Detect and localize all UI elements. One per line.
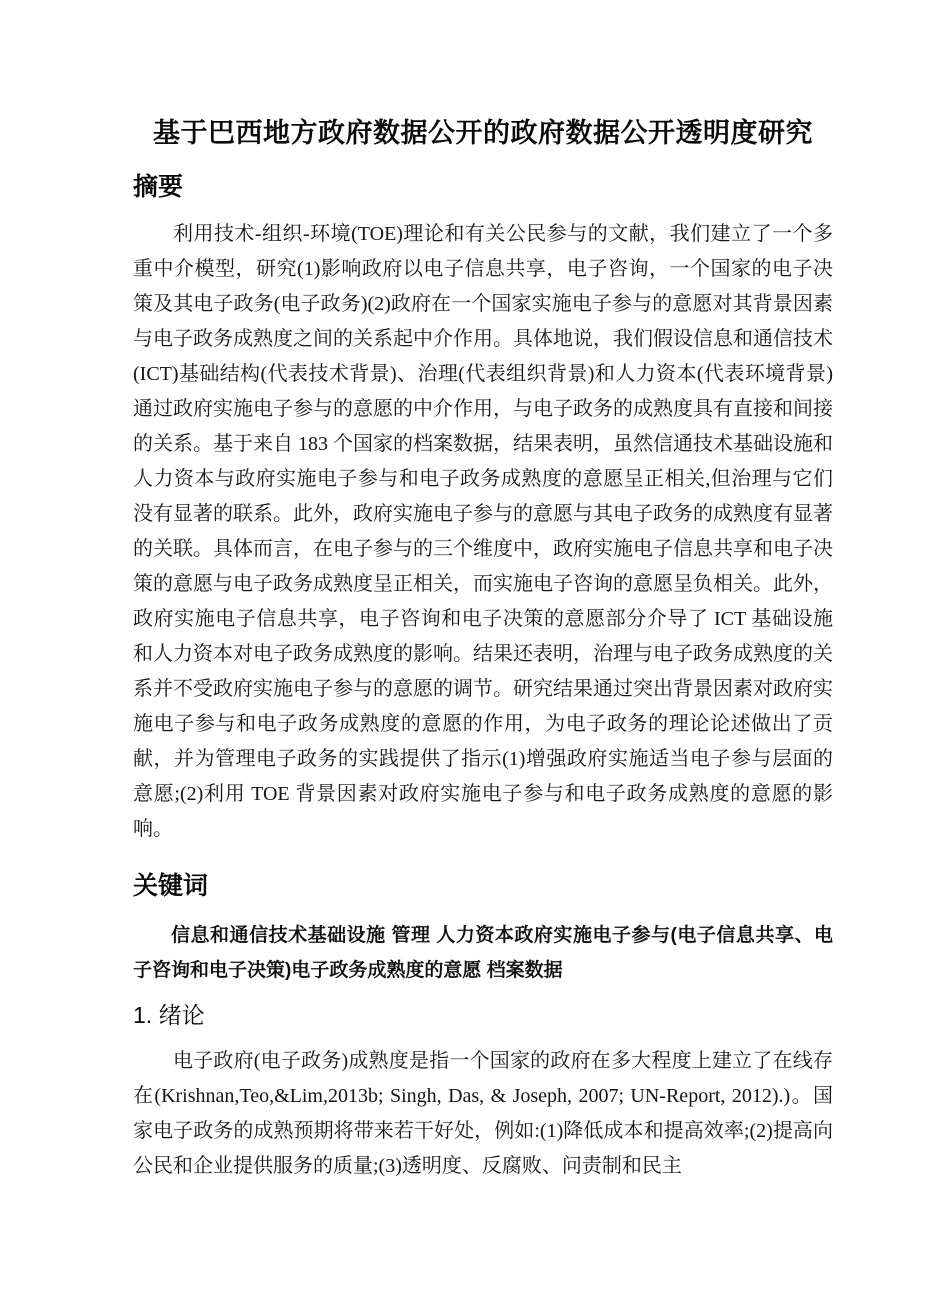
introduction-heading: 1. 绪论 <box>133 1002 205 1028</box>
paper-title: 基于巴西地方政府数据公开的政府数据公开透明度研究 <box>153 118 813 148</box>
text-column <box>0 116 926 1184</box>
abstract-heading: 摘要 <box>133 173 184 201</box>
keywords-heading: 关键词 <box>133 872 209 900</box>
keywords-paragraph: 信息和通信技术基础设施 管理 人力资本政府实施电子参与(电子信息共享、电子咨询和电子决策)电子政务成熟度的意愿 档案数据 <box>133 925 833 981</box>
introduction-paragraph: 电子政府(电子政务)成熟度是指一个国家的政府在多大程度上建立了在线存在(Krishnan,Teo,&Lim,2013b; Singh, Das, & Joseph, 2007; UN-Report, 2012).)。国家电子政务的成熟预期将带来若干好处，例如:(1)降低成本和提高效率;(2)提高向公民和企业提供服务的质量;(3)透明度、反腐败、问责制和民主 <box>133 1050 833 1177</box>
abstract-paragraph: 利用技术-组织-环境(TOE)理论和有关公民参与的文献，我们建立了一个多重中介模型，研究(1)影响政府以电子信息共享，电子咨询，一个国家的电子决策及其电子政务(电子政务)(2)政府在一个国家实施电子参与的意愿对其背景因素与电子政务成熟度之间的关系起中介作用。具体地说，我们假设信息和通信技术(ICT)基础结构(代表技术背景)、治理(代表组织背景)和人力资本(代表环境背景)通过政府实施电子参与的意愿的中介作用，与电子政务的成熟度具有直接和间接的关系。基于来自 183 个国家的档案数据，结果表明，虽然信通技术基础设施和人力资本与政府实施电子参与和电子政务成熟度的意愿呈正相关,但治理与它们没有显著的联系。此外，政府实施电子参与的意愿与其电子政务的成熟度有显著的关联。具体而言，在电子参与的三个维度中，政府实施电子信息共享和电子决策的意愿与电子政务成熟度呈正相关，而实施电子咨询的意愿呈负相关。此外，政府实施电子信息共享，电子咨询和电子决策的意愿部分介导了 ICT 基础设施和人力资本对电子政务成熟度的影响。结果还表明，治理与电子政务成熟度的关系并不受政府实施电子参与的意愿的调节。研究结果通过突出背景因素对政府实施电子参与和电子政务成熟度的意愿的作用，为电子政务的理论论述做出了贡献，并为管理电子政务的实践提供了指示(1)增强政府实施适当电子参与层面的意愿;(2)利用 TOE 背景因素对政府实施电子参与和电子政务成熟度的意愿的影响。 <box>133 223 833 840</box>
